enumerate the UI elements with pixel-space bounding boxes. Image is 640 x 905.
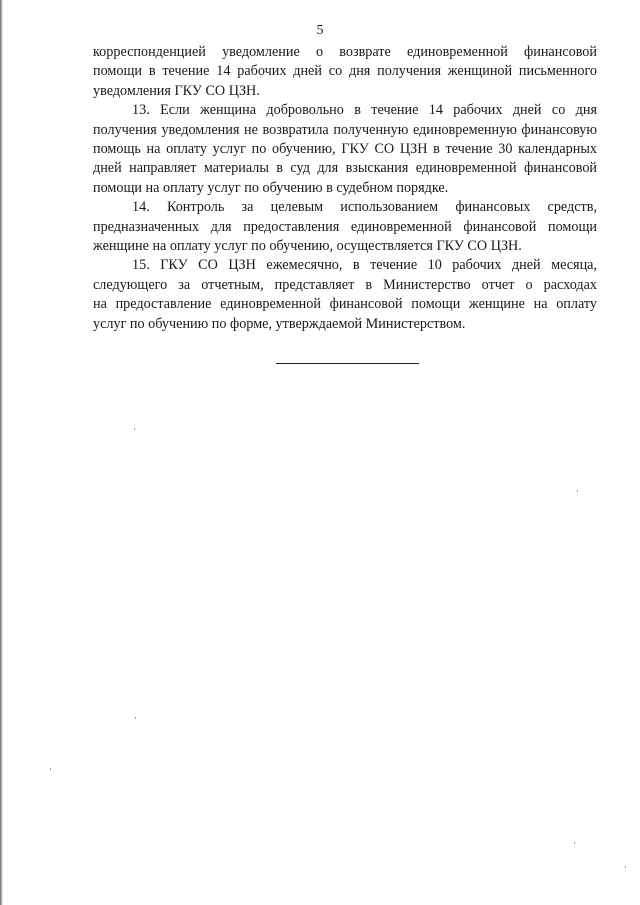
- text-line: помощи в течение 14 рабочих дней со дня получения женщиной письменного: [93, 63, 597, 80]
- text-line: 13. Если женщина добровольно в течение 14 рабочих дней со дня: [132, 102, 597, 119]
- scan-speck: [577, 490, 578, 492]
- paragraph-continuation: [93, 43, 597, 101]
- scan-speck: [574, 842, 575, 844]
- scan-speck: [50, 768, 51, 770]
- scan-speck: [625, 866, 626, 868]
- text-line: получения уведомления не возвратила полученную единовременную финансовую: [93, 121, 597, 138]
- text-line: дней направляет материалы в суд для взыскания единовременной финансовой: [93, 160, 597, 177]
- text-line: услуг по обучению по форме, утверждаемой Министерством.: [93, 315, 466, 332]
- scan-speck: [135, 717, 136, 719]
- scan-speck: [134, 428, 135, 430]
- text-line: на предоставление единовременной финансовой помощи женщине на оплату: [93, 296, 597, 313]
- text-line: 14. Контроль за целевым использованием финансовых средств,: [132, 199, 597, 216]
- end-separator-line: [276, 363, 419, 364]
- page-number: 5: [316, 23, 324, 38]
- text-line: предназначенных для предоставления единовременной финансовой помощи: [93, 218, 597, 235]
- paragraph-14: [93, 198, 597, 256]
- paragraph-13: [93, 101, 597, 198]
- document-body: [93, 43, 597, 334]
- scan-edge: [0, 0, 3, 905]
- paragraph-15: [93, 256, 597, 334]
- text-line: следующего за отчетным, представляет в Министерство отчет о расходах: [93, 276, 597, 293]
- text-line: корреспонденцией уведомление о возврате единовременной финансовой: [93, 44, 597, 60]
- text-line: женщине на оплату услуг по обучению, осуществляется ГКУ СО ЦЗН.: [93, 238, 522, 255]
- text-line: 15. ГКУ СО ЦЗН ежемесячно, в течение 10 рабочих дней месяца,: [132, 257, 597, 274]
- text-line: помощь на оплату услуг по обучению, ГКУ СО ЦЗН в течение 30 календарных: [93, 141, 597, 158]
- text-line: помощи на оплату услуг по обучению в судебном порядке.: [93, 179, 449, 196]
- text-line: уведомления ГКУ СО ЦЗН.: [93, 82, 260, 99]
